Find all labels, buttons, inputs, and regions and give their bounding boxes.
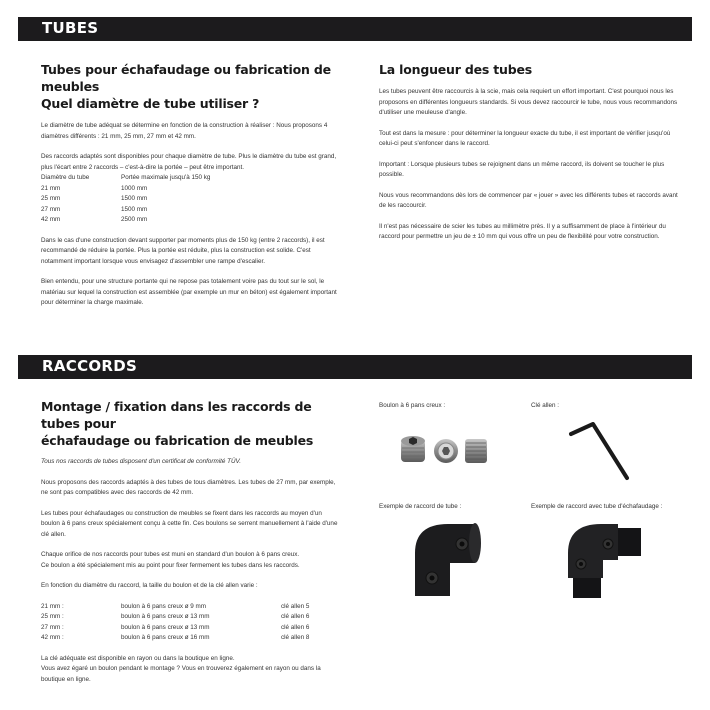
table-cell: 21 mm [41,184,61,192]
table-cell: 1500 mm [121,205,148,213]
table-cell: clé allen 5 [281,602,310,610]
bolts-caption: Boulon à 6 pans creux : [379,402,446,409]
bolt-size-table [41,602,341,644]
table-cell: clé allen 6 [281,623,310,631]
raccords-paragraph: En fonction du diamètre du raccord, la taille du boulon et de la clé allen varie : [41,582,258,589]
table-cell: clé allen 6 [281,613,310,620]
hex-bolts-image [398,432,493,472]
tubes-title [41,61,341,112]
elbow-fitting-image [410,518,485,598]
tube-span-table [41,173,341,226]
tube-length-paragraph: Important : Lorsque plusieurs tubes se rejoignent dans un même raccord, ils doivent se toucher le plus possible. [379,160,665,178]
fitting-caption: Exemple de raccord de tube : [379,503,462,510]
table-cell: 21 mm : [41,602,64,610]
tubes-left-column [41,61,341,309]
tubes-paragraph: Des raccords adaptés sont disponibles pour chaque diamètre de tube. Plus le diamètre du tube est grand, plus l'écart entre 2 raccords – c'est-à-dire la portée – peut être important. [41,153,337,171]
table-cell: 42 mm : [41,634,64,641]
raccords-title-line2: échafaudage ou fabrication de meubles [41,433,314,448]
table-header: Diamètre du tube [41,174,90,181]
raccords-paragraph: Chaque orifice de nos raccords pour tubes est muni en standard d'un boulon à 6 pans creux. [41,551,300,558]
allen-key-image [565,422,635,482]
tubes-right-column [379,61,679,243]
table-cell: 27 mm : [41,623,64,631]
tubes-title-line2: Quel diamètre de tube utiliser ? [41,96,260,111]
tubes-paragraph: Bien entendu, pour une structure portante qui ne repose pas totalement voire pas du tout sur le sol, le matériau sur lequel la construction est assemblée (par exemple un mur en béton) est également important pour déterminer la charge maximale. [41,278,337,306]
raccords-paragraph: La clé adéquate est disponible en rayon ou dans la boutique en ligne. [41,654,235,662]
table-cell: 2500 mm [121,216,148,223]
tubes-section-header [18,17,692,41]
table-cell: boulon à 6 pans creux ø 16 mm [121,634,210,641]
tubes-title-line1: Tubes pour échafaudage ou fabrication de meubles [41,62,331,94]
tube-length-paragraph: Nous vous recommandons dès lors de commencer par « jouer » avec les différents tubes et raccords avant de les raccourcir. [379,191,678,209]
raccords-section-header [18,355,692,379]
bolt-2 [434,439,458,463]
raccords-header-label: RACCORDS [42,357,138,375]
raccords-paragraph: Vous avez égaré un boulon pendant le montage ? Vous en trouverez également en rayon ou dans la boutique en ligne. [41,665,321,683]
fitting-with-tube-caption: Exemple de raccord avec tube d'échafaudage : [531,503,663,510]
tube-length-title: La longueur des tubes [379,62,533,77]
table-cell: 1000 mm [121,184,148,192]
table-cell: boulon à 6 pans creux ø 13 mm [121,613,210,620]
tubes-paragraph: Le diamètre de tube adéquat se détermine en fonction de la construction à réaliser : Nous proposons 4 diamètres différents : 21 mm, 25 mm, 27 mm et 42 mm. [41,122,328,140]
raccords-paragraph: Ce boulon a été spécialement mis au point pour fixer fermement les tubes dans les raccords. [41,561,300,569]
table-cell: 25 mm [41,195,61,202]
table-cell: boulon à 6 pans creux ø 9 mm [121,602,207,610]
table-cell: boulon à 6 pans creux ø 13 mm [121,623,210,631]
raccords-paragraph: Les tubes pour échafaudages ou construction de meubles se fixent dans les raccords au moyen d'un boulon à 6 pans creux spécialement conçu à cette fin. Ces boulons se serrent manuellement à l'aide d'une clé allen. [41,509,338,538]
table-cell: 27 mm [41,205,61,213]
raccords-title-line1: Montage / fixation dans les raccords de tubes pour [41,399,312,431]
tube-length-paragraph: Tout est dans la mesure : pour déterminer la longueur exacte du tube, il est important de vérifier jusqu'où celui-ci peut s'enfoncer dans le raccord. [379,129,671,147]
table-cell: 25 mm : [41,613,64,620]
table-cell: 1500 mm [121,195,148,202]
tubes-header-label: TUBES [42,19,99,37]
tube-length-paragraph: Les tubes peuvent être raccourcis à la scie, mais cela requiert un effort important. C'est pourquoi nous les proposons en différentes longueurs standards. Si vous devez raccourcir le tube, nous vous recommandons d'utiliser une meuleuse d'angle. [379,88,678,116]
allen-key-caption: Clé allen : [531,402,560,409]
bolt-1 [401,436,425,462]
tubes-paragraph: Dans le cas d'une construction devant supporter par moments plus de 150 kg (entre 2 raccords), il est recommandé de réduire la portée. Plus la portée est réduite, plus la construction est solide. C'est notamment important lorsque vous envisagez d'assembler une rampe d'escalier. [41,236,325,265]
table-cell: 42 mm [41,216,61,223]
raccords-paragraph: Nous proposons des raccords adaptés à des tubes de tous diamètres. Les tubes de 27 mm, par exemple, ne sont pas compatibles avec des raccords de 42 mm. [41,478,336,496]
bolt-3 [465,439,487,463]
horizontal-tube [615,528,641,556]
tuv-note: Tous nos raccords de tubes disposent d'un certificat de conformité TÜV. [41,458,242,465]
table-cell: clé allen 8 [281,634,310,641]
tube-length-paragraph: Il n'est pas nécessaire de scier les tubes au millimètre près. Il y a suffisamment de place à l'intérieur du raccord pour permettre un jeu de ± 10 mm qui vous offre un peu de flexibilité pour votre construction. [379,222,666,240]
elbow-with-tube-image [563,518,643,598]
table-header: Portée maximale jusqu'à 150 kg [121,174,211,181]
raccords-left-column [41,398,341,685]
raccords-title [41,398,341,449]
